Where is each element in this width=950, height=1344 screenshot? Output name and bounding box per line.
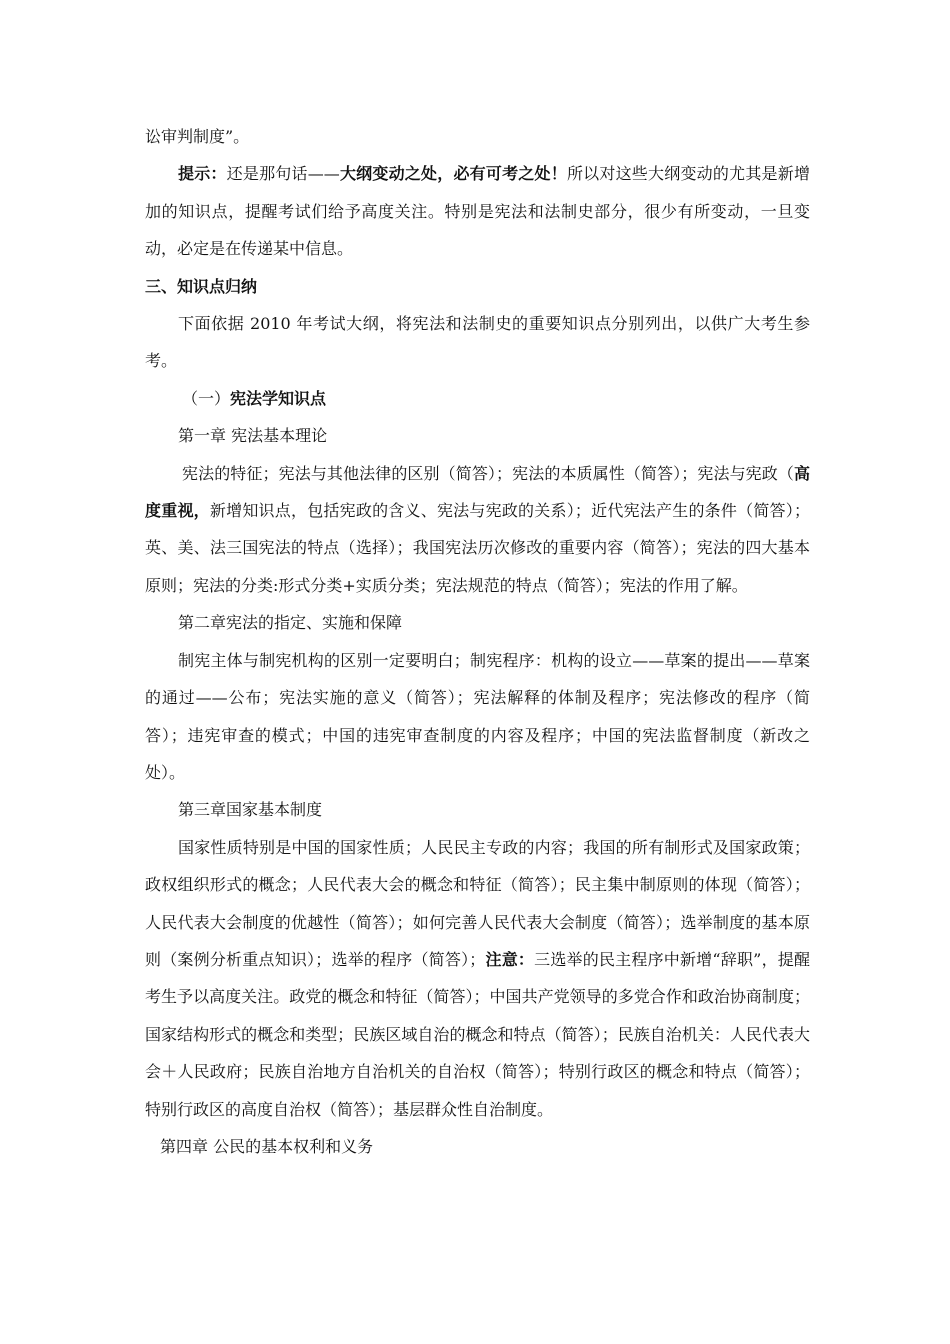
tip-paragraph xyxy=(145,155,810,267)
tip-text-b: 所以对这些大纲变动的尤其是新增加的知识点，提醒考试们给予高度关注。特别是宪法和法制史部分，很少有所变动，一旦变动，必定是在传递某中信息。 xyxy=(145,164,810,259)
paragraph-continuation: 讼审判制度”。 xyxy=(145,127,250,146)
document-body xyxy=(145,118,810,1165)
subsection-heading xyxy=(145,380,810,417)
tip-text-a: 还是那句话—— xyxy=(226,164,340,184)
chapter-1-emphasis: 高度重视， xyxy=(145,463,810,521)
chapter-2-body: 制宪主体与制宪机构的区别一定要明白；制宪程序：机构的设立——草案的提出——草案的通过——公布；宪法实施的意义（简答）；宪法解释的体制及程序；宪法修改的程序（简答）；违宪审查的模式；中国的违宪审查制度的内容及程序；中国的宪法监督制度（新改之处）。 xyxy=(145,650,810,782)
chapter-1-body xyxy=(145,455,810,605)
chapter-2-title: 第二章宪法的指定、实施和保障 xyxy=(178,613,403,633)
tip-label: 提示： xyxy=(178,164,227,184)
subsection-number: （一） xyxy=(182,388,231,408)
section-heading: 三、知识点归纳 xyxy=(145,276,258,296)
chapter-3-text-a: 国家性质特别是中国的国家性质；人民民主专政的内容；我国的所有制形式及国家政策；政权组织形式的概念；人民代表大会的概念和特征（简答）；民主集中制原则的体现（简答）；人民代表大会制度的优越性（简答）；如何完善人民代表大会制度（简答）；选举制度的基本原则（案例分析重点知识）；选举的程序（简答）； xyxy=(145,837,810,969)
chapter-4-title: 第四章 公民的基本权利和义务 xyxy=(160,1136,374,1156)
subsection-title: 宪法学知识点 xyxy=(230,388,327,408)
chapter-3-note-label: 注意： xyxy=(485,949,535,969)
tip-emphasis: 大纲变动之处，必有可考之处！ xyxy=(339,164,567,184)
chapter-1-text-a: 宪法的特征；宪法与其他法律的区别（简答）；宪法的本质属性（简答）；宪法与宪政（ xyxy=(182,463,794,483)
chapter-1-title: 第一章 宪法基本理论 xyxy=(178,426,328,446)
chapter-3-title: 第三章国家基本制度 xyxy=(178,800,323,820)
chapter-3-body xyxy=(145,829,810,1128)
chapter-3-text-b: 三选举的民主程序中新增“辞职”，提醒考生予以高度关注。政党的概念和特征（简答）；中国共产党领导的多党合作和政治协商制度；国家结构形式的概念和类型；民族区域自治的概念和特点（简答）；民族自治机关：人民代表大会＋人民政府；民族自治地方自治机关的自治权（简答）；特别行政区的概念和特点（简答）；特别行政区的高度自治权（简答）；基层群众性自治制度。 xyxy=(145,949,810,1119)
intro-paragraph: 下面依据 2010 年考试大纲，将宪法和法制史的重要知识点分别列出，以供广大考生参考。 xyxy=(145,314,810,371)
chapter-1-text-b: 新增知识点，包括宪政的含义、宪法与宪政的关系）；近代宪法产生的条件（简答）；英、美、法三国宪法的特点（选择）；我国宪法历次修改的重要内容（简答）；宪法的四大基本原则；宪法的分类:形式分类+实质分类；宪法规范的特点（简答）；宪法的作用了解。 xyxy=(145,501,810,595)
